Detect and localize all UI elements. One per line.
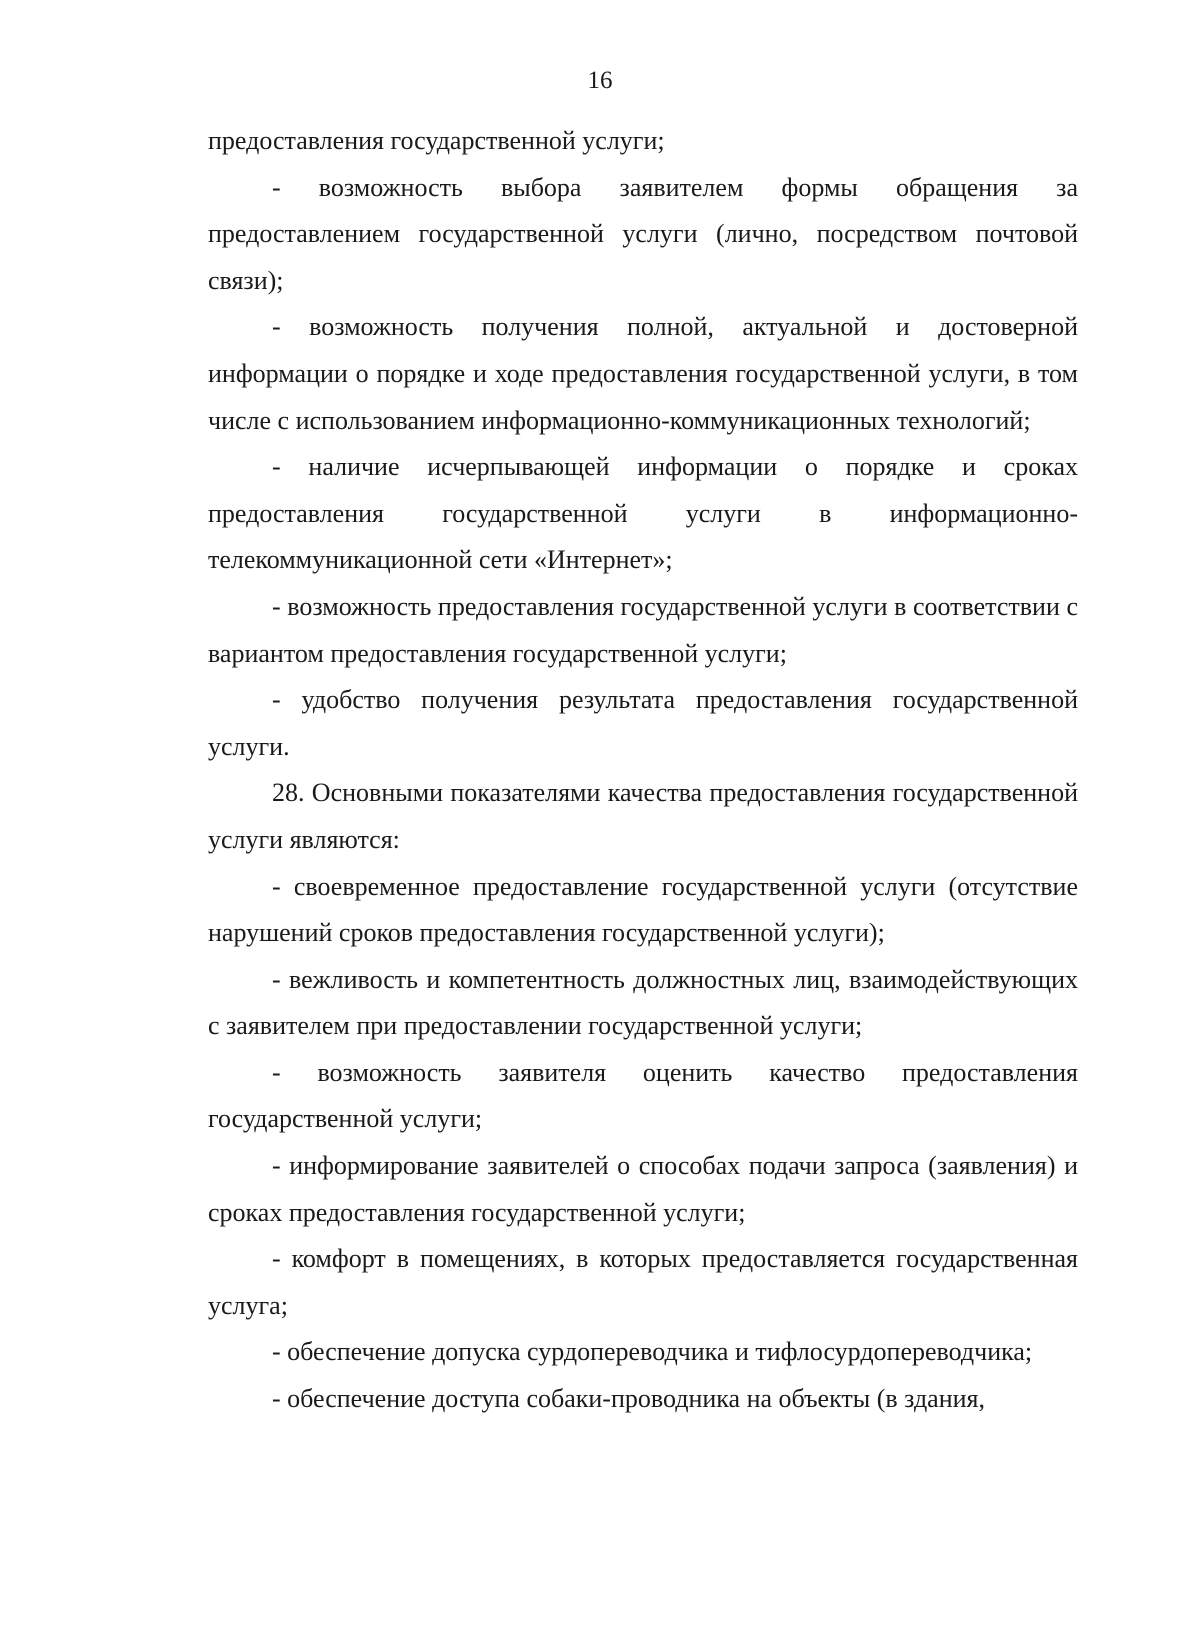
paragraph-sign-interpreter: - обеспечение допуска сурдопереводчика и тифлосурдопереводчика; [272,1337,1033,1367]
document-body [208,118,1078,1423]
paragraph-comfort: - комфорт в помещениях, в которых предоставляется государственная услуга; [208,1244,1078,1320]
paragraph-choice-of-form: - возможность выбора заявителем формы обращения за предоставлением государственной услуги (лично, посредством почтовой связи); [208,172,1078,295]
paragraph-continuation: предоставления государственной услуги; [208,126,665,155]
paragraph-guide-dog: - обеспечение доступа собаки-проводника на объекты (в здания, [272,1384,985,1414]
paragraph-result-convenience: - удобство получения результата предоставления государственной услуги. [208,685,1078,761]
paragraph-service-variant: - возможность предоставления государственной услуги в соответствии с вариантом предоставления государственной услуги; [208,591,1078,668]
paragraph-politeness: - вежливость и компетентность должностных лиц, взаимодействующих с заявителем при предоставлении государственной услуги; [208,964,1078,1041]
paragraph-information-access: - возможность получения полной, актуальной и достоверной информации о порядке и ходе предоставления государственной услуги, в том числе с использованием информационно-коммуникационных технологий; [208,312,1078,435]
page-number: 16 [587,67,613,94]
paragraph-timeliness: - своевременное предоставление государственной услуги (отсутствие нарушений сроков предоставления государственной услуги); [208,871,1078,948]
paragraph-quality-assessment: - возможность заявителя оценить качество предоставления государственной услуги; [208,1057,1078,1134]
paragraph-informing: - информирование заявителей о способах подачи запроса (заявления) и сроках предоставления государственной услуги; [208,1151,1078,1227]
paragraph-internet-info: - наличие исчерпывающей информации о порядке и сроках предоставления государственной услуги в информационно-телекоммуникационной сети «Интернет»; [208,452,1078,575]
paragraph-item-28: 28. Основными показателями качества предоставления государственной услуги являются: [208,778,1078,854]
